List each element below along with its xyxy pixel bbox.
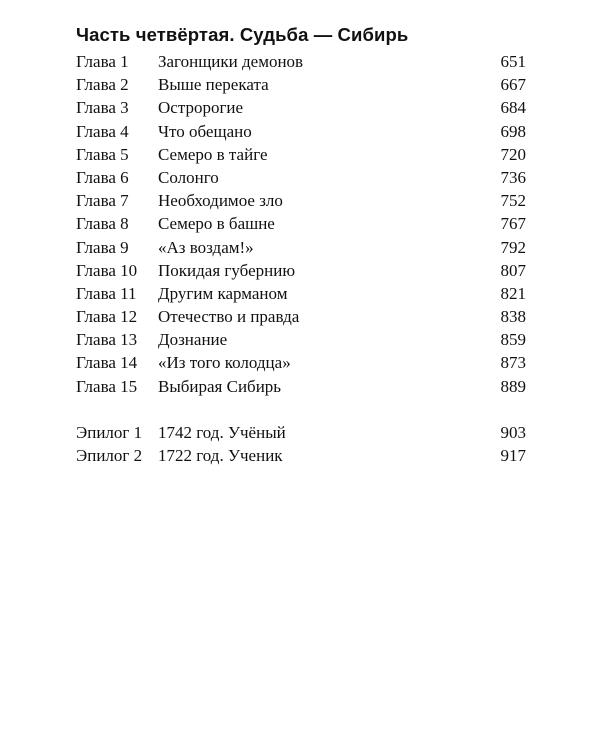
chapter-title: Необходимое зло [158,191,283,211]
chapter-title: Покидая губернию [158,260,296,280]
toc-row[interactable] [76,421,526,444]
chapter-label: Глава 14 [76,353,138,373]
page-number: 917 [500,446,526,465]
toc-row[interactable] [76,236,526,259]
chapter-label: Глава 5 [76,144,129,164]
toc-row[interactable] [76,305,526,328]
page-number: 667 [500,75,526,95]
page-number: 736 [500,167,526,187]
section-gap [76,398,526,421]
chapter-title: Остророгие [158,98,244,118]
page-number: 767 [500,214,526,234]
page-number: 838 [500,307,526,327]
toc-row[interactable] [76,73,526,96]
epilogue-label: Эпилог 1 [76,422,143,442]
epilogue-title: 1722 год. Ученик [158,446,283,465]
chapter-label: Глава 10 [76,260,138,280]
epilogue-title: 1742 год. Учёный [158,422,286,442]
chapter-title: Загонщики демонов [158,52,304,71]
toc-row[interactable] [76,120,526,143]
toc-row[interactable] [76,96,526,119]
chapter-title: Выбирая Сибирь [158,376,282,396]
chapter-label: Глава 15 [76,376,138,396]
epilogue-list [76,421,526,467]
page-number: 651 [500,52,526,71]
part-title: Часть четвёртая. Судьба — Сибирь [76,24,409,45]
chapter-label: Глава 9 [76,237,129,257]
chapter-title: Отечество и правда [158,307,300,327]
chapter-title: Семеро в башне [158,214,275,234]
chapter-title: Семеро в тайге [158,144,268,164]
toc-row[interactable] [76,444,526,467]
chapter-label: Глава 11 [76,283,137,303]
chapter-label: Глава 7 [76,191,129,211]
page-number: 889 [500,376,526,396]
page-number: 859 [500,330,526,350]
chapter-label: Глава 2 [76,75,129,95]
chapter-label: Глава 3 [76,98,129,118]
chapter-title: Выше переката [158,75,269,95]
chapter-label: Глава 13 [76,330,138,350]
chapter-title: «Аз воздам!» [158,237,254,257]
page-number: 807 [500,260,526,280]
toc-row[interactable] [76,259,526,282]
chapter-list [76,50,526,398]
toc-row[interactable] [76,328,526,351]
toc-row[interactable] [76,212,526,235]
toc-row[interactable] [76,375,526,398]
page-number: 903 [500,422,526,442]
page-number: 698 [500,121,526,141]
page-number: 752 [500,191,526,211]
toc-row[interactable] [76,282,526,305]
page-number: 873 [500,353,526,373]
chapter-label: Глава 1 [76,52,129,71]
chapter-title: «Из того колодца» [158,353,291,373]
epilogue-label: Эпилог 2 [76,446,143,465]
chapter-label: Глава 8 [76,214,129,234]
toc-row[interactable] [76,351,526,374]
chapter-title: Дознание [158,330,228,350]
page-number: 792 [500,237,526,257]
toc-row[interactable] [76,166,526,189]
chapter-title: Солонго [158,167,219,187]
toc-row[interactable] [76,189,526,212]
table-of-contents [76,50,526,467]
page-number: 720 [500,144,526,164]
toc-row[interactable] [76,50,526,73]
toc-row[interactable] [76,143,526,166]
chapter-label: Глава 6 [76,167,129,187]
page-number: 684 [500,98,526,118]
chapter-title: Другим карманом [158,283,288,303]
chapter-label: Глава 12 [76,307,138,327]
chapter-title: Что обещано [158,121,252,141]
chapter-label: Глава 4 [76,121,129,141]
page-number: 821 [500,283,526,303]
